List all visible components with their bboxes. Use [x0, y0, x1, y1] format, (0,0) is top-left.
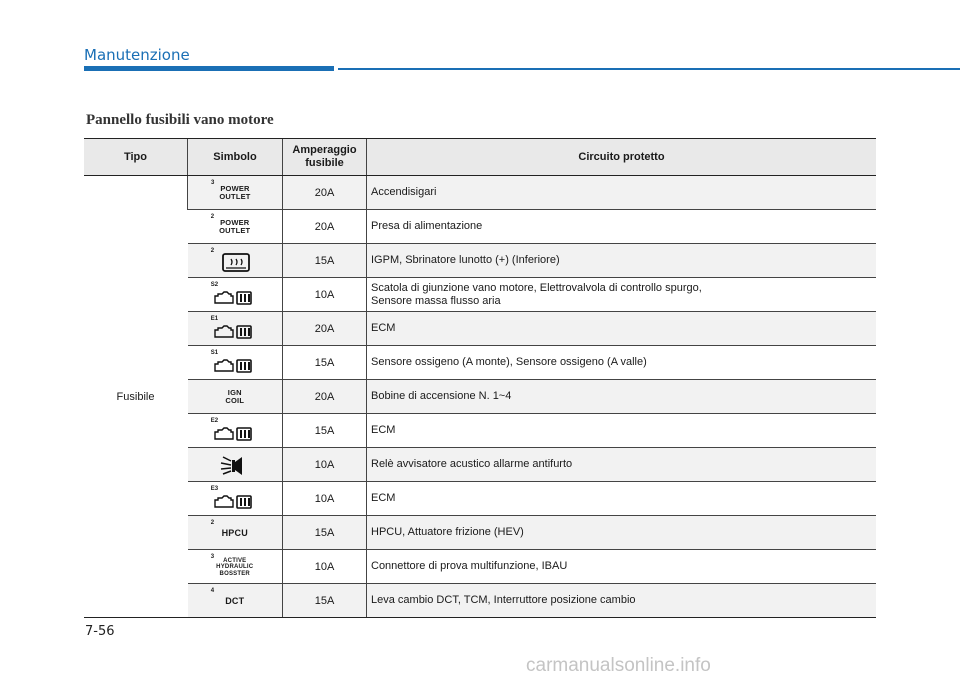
power-outlet-icon — [205, 180, 265, 206]
type-cell: Fusibile — [84, 176, 188, 618]
circuit-cell: ECM — [367, 414, 877, 448]
symbol-cell — [188, 346, 283, 380]
table-row — [84, 584, 876, 618]
symbol-label: HPCU — [221, 527, 248, 538]
watermark: carmanualsonline.info — [526, 655, 711, 676]
table-row — [84, 244, 876, 278]
hpcu-icon — [205, 520, 265, 546]
circuit-cell: Accendisigari — [367, 176, 877, 210]
symbol-cell — [188, 414, 283, 448]
fuse-table — [84, 138, 876, 618]
section-title: Manutenzione — [84, 46, 190, 64]
engine-ecu-icon — [205, 282, 265, 308]
table-row — [84, 176, 876, 210]
circuit-cell: ECM — [367, 482, 877, 516]
engine-ecu-icon — [205, 418, 265, 444]
amperage-cell: 10A — [283, 482, 367, 516]
amperage-cell: 15A — [283, 584, 367, 618]
table-row — [84, 448, 876, 482]
power-outlet-icon — [205, 214, 265, 240]
symbol-superscript: 2 — [210, 213, 215, 220]
page-heading: Pannello fusibili vano motore — [86, 112, 274, 128]
symbol-cell — [188, 244, 283, 278]
amperage-cell: 20A — [283, 176, 367, 210]
table-row — [84, 516, 876, 550]
amperage-cell: 15A — [283, 244, 367, 278]
dct-icon — [205, 588, 265, 614]
circuit-cell: Bobine di accensione N. 1~4 — [367, 380, 877, 414]
engine-ecu-icon — [205, 486, 265, 512]
rear-defroster-icon — [205, 248, 265, 274]
table-header-row — [84, 139, 876, 176]
amperage-cell: 20A — [283, 380, 367, 414]
circuit-cell: ECM — [367, 312, 877, 346]
section-header — [84, 46, 960, 74]
symbol-label: POWER OUTLET — [219, 217, 251, 235]
symbol-cell — [188, 448, 283, 482]
circuit-cell: Relè avvisatore acustico allarme antifurto — [367, 448, 877, 482]
circuit-cell: Presa di alimentazione — [367, 210, 877, 244]
circuit-cell: Connettore di prova multifunzione, IBAU — [367, 550, 877, 584]
symbol-label: IGN COIL — [225, 387, 245, 405]
header-type: Tipo — [84, 139, 188, 176]
table-row — [84, 312, 876, 346]
amperage-cell: 10A — [283, 550, 367, 584]
symbol-cell — [188, 516, 283, 550]
amperage-cell: 10A — [283, 278, 367, 312]
symbol-superscript: E2 — [210, 417, 219, 424]
active-hydraulic-booster-icon — [205, 554, 265, 580]
symbol-cell — [188, 176, 283, 210]
circuit-cell: IGPM, Sbrinatore lunotto (+) (Inferiore) — [367, 244, 877, 278]
engine-ecu-icon — [205, 350, 265, 376]
section-rule-thick — [84, 66, 334, 71]
symbol-label: DCT — [225, 595, 245, 606]
table-row — [84, 380, 876, 414]
table-row — [84, 550, 876, 584]
symbol-superscript: 2 — [210, 519, 215, 526]
symbol-label: ACTIVE HYDRAULIC BOSSTER — [216, 557, 254, 577]
symbol-superscript: E1 — [210, 315, 219, 322]
header-amperage: Amperaggio fusibile — [283, 139, 367, 176]
amperage-cell: 15A — [283, 516, 367, 550]
table-row — [84, 414, 876, 448]
symbol-cell — [188, 210, 283, 244]
circuit-cell: Sensore ossigeno (A monte), Sensore ossigeno (A valle) — [367, 346, 877, 380]
symbol-cell — [188, 482, 283, 516]
table-row — [84, 346, 876, 380]
symbol-cell — [188, 380, 283, 414]
symbol-cell — [188, 278, 283, 312]
horn-icon — [205, 452, 265, 478]
circuit-cell: HPCU, Attuatore frizione (HEV) — [367, 516, 877, 550]
amperage-cell: 20A — [283, 312, 367, 346]
engine-ecu-icon — [205, 316, 265, 342]
symbol-cell — [188, 312, 283, 346]
symbol-superscript: S1 — [210, 349, 219, 356]
section-rule-thin — [338, 68, 960, 70]
symbol-superscript: S2 — [210, 281, 219, 288]
symbol-superscript: 3 — [210, 553, 215, 560]
symbol-label: POWER OUTLET — [219, 183, 251, 201]
symbol-cell — [188, 584, 283, 618]
amperage-cell: 10A — [283, 448, 367, 482]
table-row — [84, 210, 876, 244]
circuit-cell: Scatola di giunzione vano motore, Elettrovalvola di controllo spurgo, Sensore massa flusso aria — [367, 278, 877, 312]
circuit-cell: Leva cambio DCT, TCM, Interruttore posizione cambio — [367, 584, 877, 618]
amperage-cell: 15A — [283, 346, 367, 380]
header-circuit: Circuito protetto — [367, 139, 877, 176]
amperage-cell: 20A — [283, 210, 367, 244]
symbol-superscript: 2 — [210, 247, 215, 254]
amperage-cell: 15A — [283, 414, 367, 448]
symbol-superscript: 3 — [211, 179, 215, 186]
table-row — [84, 482, 876, 516]
symbol-superscript: E3 — [210, 485, 219, 492]
symbol-superscript: 4 — [210, 587, 215, 594]
page-number: 7-56 — [85, 624, 115, 639]
symbol-cell — [188, 550, 283, 584]
header-symbol: Simbolo — [188, 139, 283, 176]
ign-coil-icon — [205, 384, 265, 410]
fuse-table-body — [84, 176, 876, 618]
table-row — [84, 278, 876, 312]
